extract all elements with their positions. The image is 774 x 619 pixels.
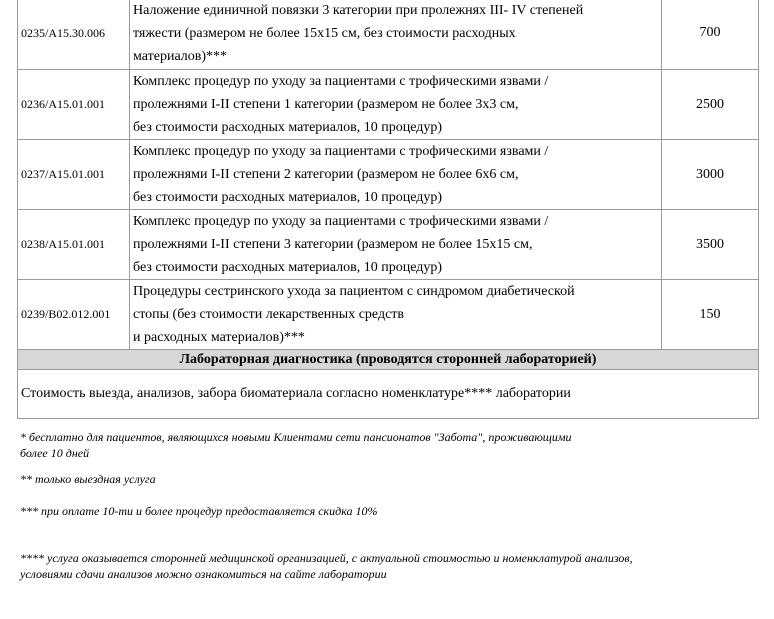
table-row bbox=[18, 0, 759, 70]
description-line: Комплекс процедур по уходу за пациентами с трофическими язвами / bbox=[133, 214, 549, 229]
footnote-line: более 10 дней bbox=[20, 446, 90, 460]
description-line: пролежнями I-II степени 3 категории (размером не более 15х15 см, bbox=[133, 237, 533, 252]
service-description bbox=[130, 140, 662, 210]
description-line: без стоимости расходных материалов, 10 процедур) bbox=[133, 120, 443, 135]
table-row bbox=[18, 210, 759, 280]
service-code: 0238/A15.01.001 bbox=[18, 210, 130, 280]
description-line: Процедуры сестринского ухода за пациентом с синдромом диабетической bbox=[133, 284, 575, 299]
footnote-line: * бесплатно для пациентов, являющихся новыми Клиентами сети пансионатов "Забота", проживающими bbox=[20, 430, 572, 444]
table-row bbox=[18, 140, 759, 210]
table-row bbox=[18, 280, 759, 350]
description-line: Комплекс процедур по уходу за пациентами с трофическими язвами / bbox=[133, 144, 549, 159]
service-price: 3500 bbox=[662, 210, 759, 280]
lab-row bbox=[18, 370, 759, 419]
service-code: 0237/A15.01.001 bbox=[18, 140, 130, 210]
footnote-third-party-lab bbox=[20, 550, 740, 582]
description-line: без стоимости расходных материалов, 10 процедур) bbox=[133, 190, 443, 205]
section-header-row bbox=[18, 350, 759, 370]
service-description bbox=[130, 210, 662, 280]
section-title: Лабораторная диагностика (проводятся сторонней лабораторией) bbox=[18, 350, 759, 370]
service-code: 0236/A15.01.001 bbox=[18, 70, 130, 140]
table-row bbox=[18, 70, 759, 140]
description-line: материалов)*** bbox=[133, 48, 228, 64]
description-line: Комплекс процедур по уходу за пациентами с трофическими язвами / bbox=[133, 74, 549, 89]
service-price: 150 bbox=[662, 280, 759, 350]
description-line: тяжести (размером не более 15х15 см, без стоимости расходных bbox=[133, 25, 516, 41]
service-description bbox=[130, 0, 662, 70]
description-line: пролежнями I-II степени 2 категории (размером не более 6х6 см, bbox=[133, 167, 519, 182]
description-line: Наложение единичной повязки 3 категории при пролежнях III- IV степеней bbox=[133, 2, 584, 18]
description-line: стопы (без стоимости лекарственных средств bbox=[133, 307, 405, 322]
service-code: 0239/B02.012.001 bbox=[18, 280, 130, 350]
service-price: 700 bbox=[662, 0, 759, 70]
lab-description: Стоимость выезда, анализов, забора биоматериала согласно номенклатуре**** лаборатории bbox=[18, 370, 759, 419]
service-description bbox=[130, 70, 662, 140]
footnote-line: **** услуга оказывается сторонней медицинской организацией, с актуальной стоимостью и номенклатурой анализов, bbox=[20, 551, 633, 565]
service-price: 3000 bbox=[662, 140, 759, 210]
footnote-discount: *** при оплате 10-ти и более процедур предоставляется скидка 10% bbox=[20, 504, 378, 518]
footnote-visit-only: ** только выездная услуга bbox=[20, 472, 156, 486]
description-line: пролежнями I-II степени 1 категории (размером не более 3х3 см, bbox=[133, 97, 519, 112]
footnote-line: условиями сдачи анализов можно ознакомиться на сайте лаборатории bbox=[20, 567, 387, 581]
description-line: и расходных материалов)*** bbox=[133, 330, 305, 345]
service-description bbox=[130, 280, 662, 350]
price-table bbox=[17, 0, 759, 419]
footnote-free-for-new-clients bbox=[20, 429, 660, 461]
description-line: без стоимости расходных материалов, 10 процедур) bbox=[133, 260, 443, 275]
service-price: 2500 bbox=[662, 70, 759, 140]
service-code: 0235/A15.30.006 bbox=[18, 0, 130, 70]
